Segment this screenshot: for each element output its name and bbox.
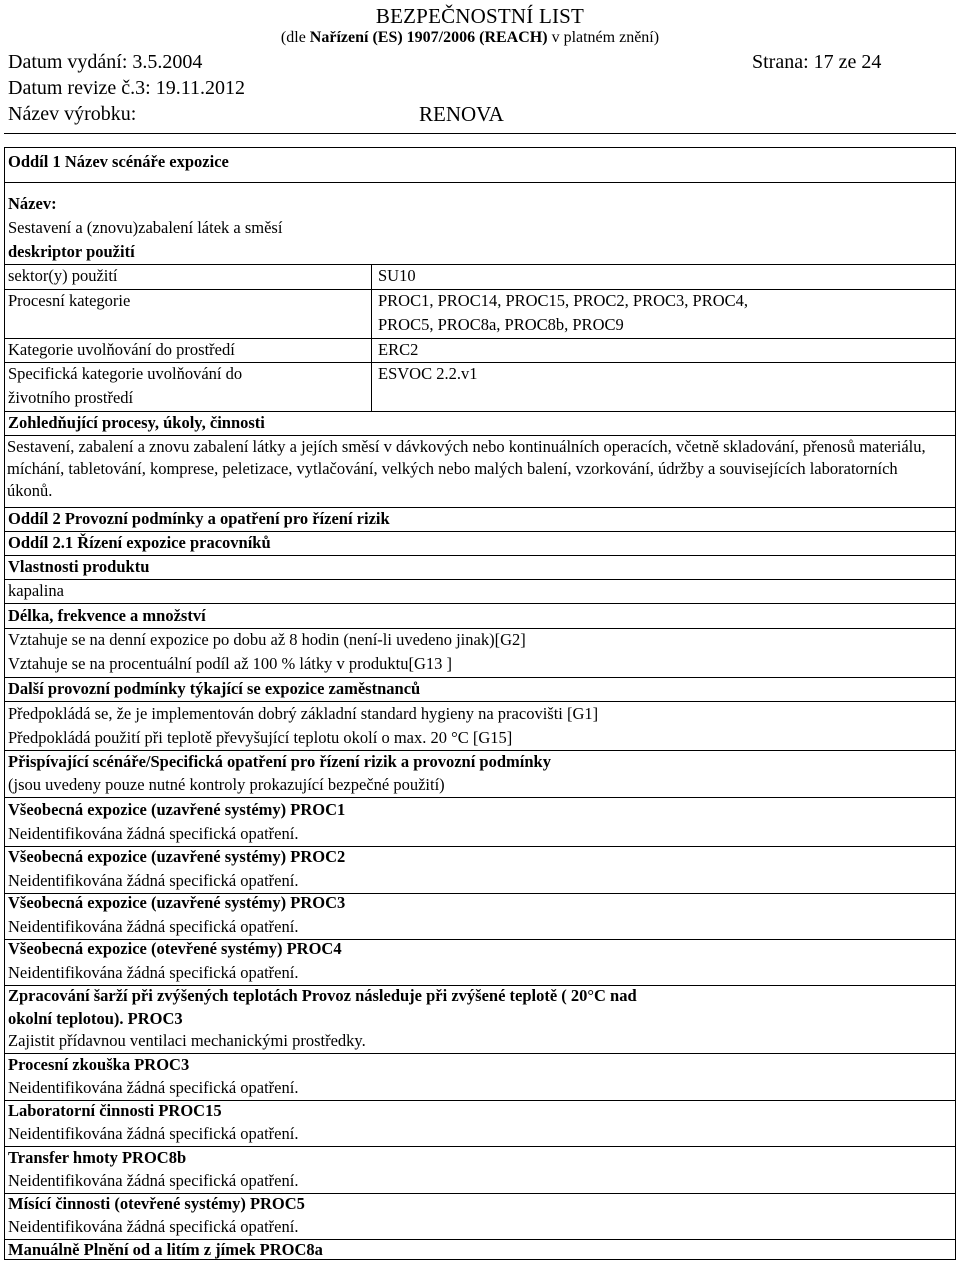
divider xyxy=(4,411,956,412)
scenario-title: Mísící činnosti (otevřené systémy) PROC5 xyxy=(8,1194,305,1213)
scenario-text: Neidentifikována žádná specifická opatření. xyxy=(8,871,299,890)
product-props-label: Vlastnosti produktu xyxy=(8,557,150,576)
page-number: Strana: 17 ze 24 xyxy=(752,51,882,73)
divider xyxy=(4,579,956,580)
product-label: Název výrobku: xyxy=(8,103,137,125)
proc-category-value: PROC1, PROC14, PROC15, PROC2, PROC3, PROC4, xyxy=(378,291,748,310)
scenario-title: Všeobecná expozice (uzavřené systémy) PROC3 xyxy=(8,893,346,912)
divider xyxy=(4,603,956,604)
scenario-title: Všeobecná expozice (uzavřené systémy) PROC1 xyxy=(8,800,346,819)
divider xyxy=(4,1146,956,1147)
section1-title: Oddíl 1 Název scénáře expozice xyxy=(8,152,229,171)
processes-label: Zohledňující procesy, úkoly, činnosti xyxy=(8,413,265,432)
section2-title: Oddíl 2 Provozní podmínky a opatření pro řízení rizik xyxy=(8,509,390,528)
name-label: Název: xyxy=(8,194,57,213)
scenario-text: Neidentifikována žádná specifická opatření. xyxy=(8,1217,299,1236)
divider xyxy=(4,289,956,290)
sector-label: sektor(y) použití xyxy=(8,266,118,285)
scenario-text: Neidentifikována žádná specifická opatření. xyxy=(8,824,299,843)
proc-category-label: Procesní kategorie xyxy=(8,291,131,310)
section21-title: Oddíl 2.1 Řízení expozice pracovníků xyxy=(8,533,271,552)
subtitle-prefix: (dle xyxy=(280,29,310,46)
column-divider xyxy=(371,264,372,412)
scenario-title: Všeobecná expozice (otevřené systémy) PROC4 xyxy=(8,939,342,958)
divider xyxy=(4,677,956,678)
proc-category-value-2: PROC5, PROC8a, PROC8b, PROC9 xyxy=(378,315,624,334)
processes-text: Sestavení, zabalení a znovu zabalení látky a jejích směsí v dávkových nebo kontinuálních operacích, včetně skladování, přenosů materiálu, míchání, tabletování, komprese, peletizace, vytlačování, velkých nebo malých balení, vzorkování, údržby a souvisejících laboratorních úkonů. xyxy=(7,437,926,500)
divider xyxy=(4,797,956,798)
spec-erc-label-2: životního prostředí xyxy=(8,388,134,407)
divider xyxy=(4,531,956,532)
subtitle-suffix: v platném znění) xyxy=(547,29,660,46)
other-conditions-label: Další provozní podmínky týkající se expozice zaměstnanců xyxy=(8,679,421,698)
batch-title: Zpracování šarží při zvýšených teplotách Provoz následuje při zvýšené teplotě ( 20°C nad xyxy=(8,986,637,1005)
divider xyxy=(4,264,956,265)
scenario-title: Laboratorní činnosti PROC15 xyxy=(8,1101,222,1120)
other-line-1: Předpokládá se, že je implementován dobrý základní standard hygieny na pracovišti [G1] xyxy=(8,704,599,723)
duration-line-1: Vztahuje se na denní expozice po dobu až 8 hodin (není-li uvedeno jinak)[G2] xyxy=(8,630,526,649)
duration-label: Délka, frekvence a množství xyxy=(8,606,206,625)
scenario-text: Neidentifikována žádná specifická opatření. xyxy=(8,963,299,982)
name-value: Sestavení a (znovu)zabalení látek a směsí xyxy=(8,218,283,237)
batch-title-2: okolní teplotou). PROC3 xyxy=(8,1009,183,1028)
product-name: RENOVA xyxy=(419,102,504,126)
subtitle-regulation: Nařízení (ES) 1907/2006 (REACH) xyxy=(309,29,548,46)
spec-erc-value: ESVOC 2.2.v1 xyxy=(378,364,478,383)
document-title: BEZPEČNOSTNÍ LIST xyxy=(375,4,585,28)
revision-date: Datum revize č.3: 19.11.2012 xyxy=(8,77,245,99)
spec-erc-label: Specifická kategorie uvolňování do xyxy=(8,364,243,383)
document-subtitle xyxy=(0,29,940,47)
contrib-label: Přispívající scénáře/Specifická opatření pro řízení rizik a provozní podmínky xyxy=(8,752,551,771)
divider xyxy=(4,628,956,629)
duration-line-2: Vztahuje se na procentuální podíl až 100 % látky v produktu[G13 ] xyxy=(8,654,453,673)
issue-date: Datum vydání: 3.5.2004 xyxy=(8,51,203,73)
scenario-text: Neidentifikována žádná specifická opatření. xyxy=(8,917,299,936)
divider xyxy=(4,182,956,183)
divider xyxy=(4,362,956,363)
scenario-title: Transfer hmoty PROC8b xyxy=(8,1148,187,1167)
divider xyxy=(4,750,956,751)
divider xyxy=(4,507,956,508)
descriptor-label: deskriptor použití xyxy=(8,242,135,261)
other-line-2: Předpokládá použití při teplotě převyšující teplotu okolí o max. 20 °C [G15] xyxy=(8,728,513,747)
divider xyxy=(4,338,956,339)
last-scenario-title: Manuálně Plnění od a litím z jímek PROC8a xyxy=(8,1240,323,1259)
batch-text: Zajistit přídavnou ventilaci mechanickými prostředky. xyxy=(8,1031,366,1050)
divider xyxy=(4,1053,956,1054)
scenario-title: Procesní zkouška PROC3 xyxy=(8,1055,190,1074)
scenario-title: Všeobecná expozice (uzavřené systémy) PROC2 xyxy=(8,847,346,866)
erc-label: Kategorie uvolňování do prostředí xyxy=(8,340,235,359)
erc-value: ERC2 xyxy=(378,340,419,359)
divider xyxy=(4,555,956,556)
scenario-text: Neidentifikována žádná specifická opatření. xyxy=(8,1078,299,1097)
sector-value: SU10 xyxy=(378,266,416,285)
header-divider xyxy=(4,133,956,134)
contrib-note: (jsou uvedeny pouze nutné kontroly prokazující bezpečné použití) xyxy=(8,775,445,794)
scenario-text: Neidentifikována žádná specifická opatření. xyxy=(8,1171,299,1190)
scenario-text: Neidentifikována žádná specifická opatření. xyxy=(8,1124,299,1143)
product-props-value: kapalina xyxy=(8,581,64,600)
divider xyxy=(4,701,956,702)
